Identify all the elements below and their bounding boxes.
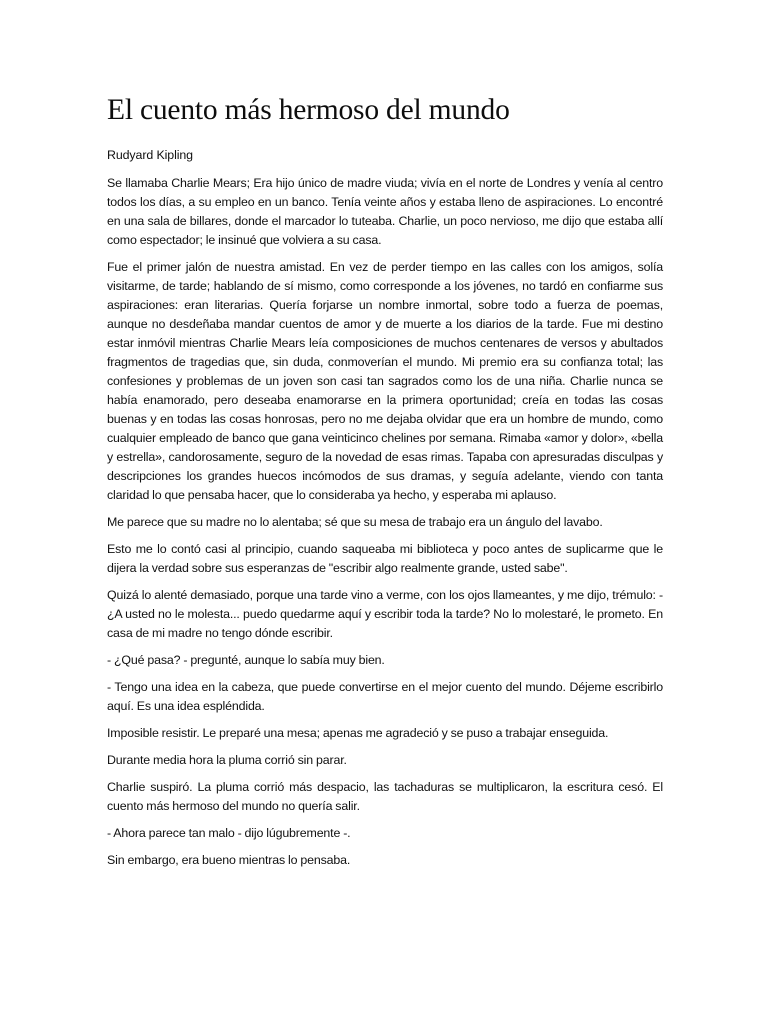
document-body [107, 92, 663, 878]
paragraph: Me parece que su madre no lo alentaba; sé que su mesa de trabajo era un ángulo del lavabo. [107, 515, 603, 529]
paragraph: Durante media hora la pluma corrió sin parar. [107, 753, 347, 767]
paragraph: Fue el primer jalón de nuestra amistad. En vez de perder tiempo en las calles con los amigos, solía visitarme, de tarde; hablando de sí mismo, como corresponde a los jóvenes, no tardó en confiarme sus aspiraciones: eran literarias. Quería forjarse un nombre inmortal, sobre todo a fuerza de poemas, aunque no desdeñaba mandar cuentos de amor y de muerte a los diarios de la tarde. Fue mi destino estar inmóvil mientras Charlie Mears leía composiciones de muchos centenares de versos y abultados fragmentos de tragedias que, sin duda, conmoverían el mundo. Mi premio era su confianza total; las confesiones y problemas de un joven son casi tan sagrados como los de una niña. Charlie nunca se había enamorado, pero deseaba enamorarse en la primera oportunidad; creía en todas las cosas buenas y en todas las cosas honrosas, pero no me dejaba olvidar que era un hombre de mundo, como cualquier empleado de banco que gana veinticinco chelines por semana. Rimaba «amor y dolor», «bella y estrella», candorosamente, seguro de la novedad de esas rimas. Tapaba con apresuradas disculpas y descripciones los grandes huecos incómodos de sus dramas, y seguía adelante, viendo con tanta claridad lo que pensaba hacer, que lo consideraba ya hecho, y esperaba mi aplauso. [107, 260, 663, 502]
paragraph: Quizá lo alenté demasiado, porque una tarde vino a verme, con los ojos llameantes, y me dijo, trémulo: - ¿A usted no le molesta... puedo quedarme aquí y escribir toda la tarde? No lo molestaré, le prometo. En casa de mi madre no tengo dónde escribir. [107, 588, 663, 640]
paragraph: Charlie suspiró. La pluma corrió más despacio, las tachaduras se multiplicaron, la escritura cesó. El cuento más hermoso del mundo no quería salir. [107, 780, 663, 813]
paragraph: Sin embargo, era bueno mientras lo pensaba. [107, 853, 351, 867]
paragraph: Esto me lo contó casi al principio, cuando saqueaba mi biblioteca y poco antes de suplicarme que le dijera la verdad sobre sus esperanzas de "escribir algo realmente grande, usted sabe". [107, 542, 663, 575]
paragraph: - Tengo una idea en la cabeza, que puede convertirse en el mejor cuento del mundo. Déjeme escribirlo aquí. Es una idea espléndida. [107, 680, 663, 713]
paragraph: Imposible resistir. Le preparé una mesa; apenas me agradeció y se puso a trabajar enseguida. [107, 726, 609, 740]
paragraph: - Ahora parece tan malo - dijo lúgubremente -. [107, 826, 351, 840]
document-author: Rudyard Kipling [107, 148, 193, 162]
paragraph: - ¿Qué pasa? - pregunté, aunque lo sabía muy bien. [107, 653, 385, 667]
document-title: El cuento más hermoso del mundo [107, 94, 510, 126]
paragraph: Se llamaba Charlie Mears; Era hijo único de madre viuda; vivía en el norte de Londres y venía al centro todos los días, a su empleo en un banco. Tenía veinte años y estaba lleno de aspiraciones. Lo encontré en una sala de billares, donde el marcador lo tuteaba. Charlie, un poco nervioso, me dijo que estaba allí como espectador; le insinué que volviera a su casa. [107, 176, 663, 247]
